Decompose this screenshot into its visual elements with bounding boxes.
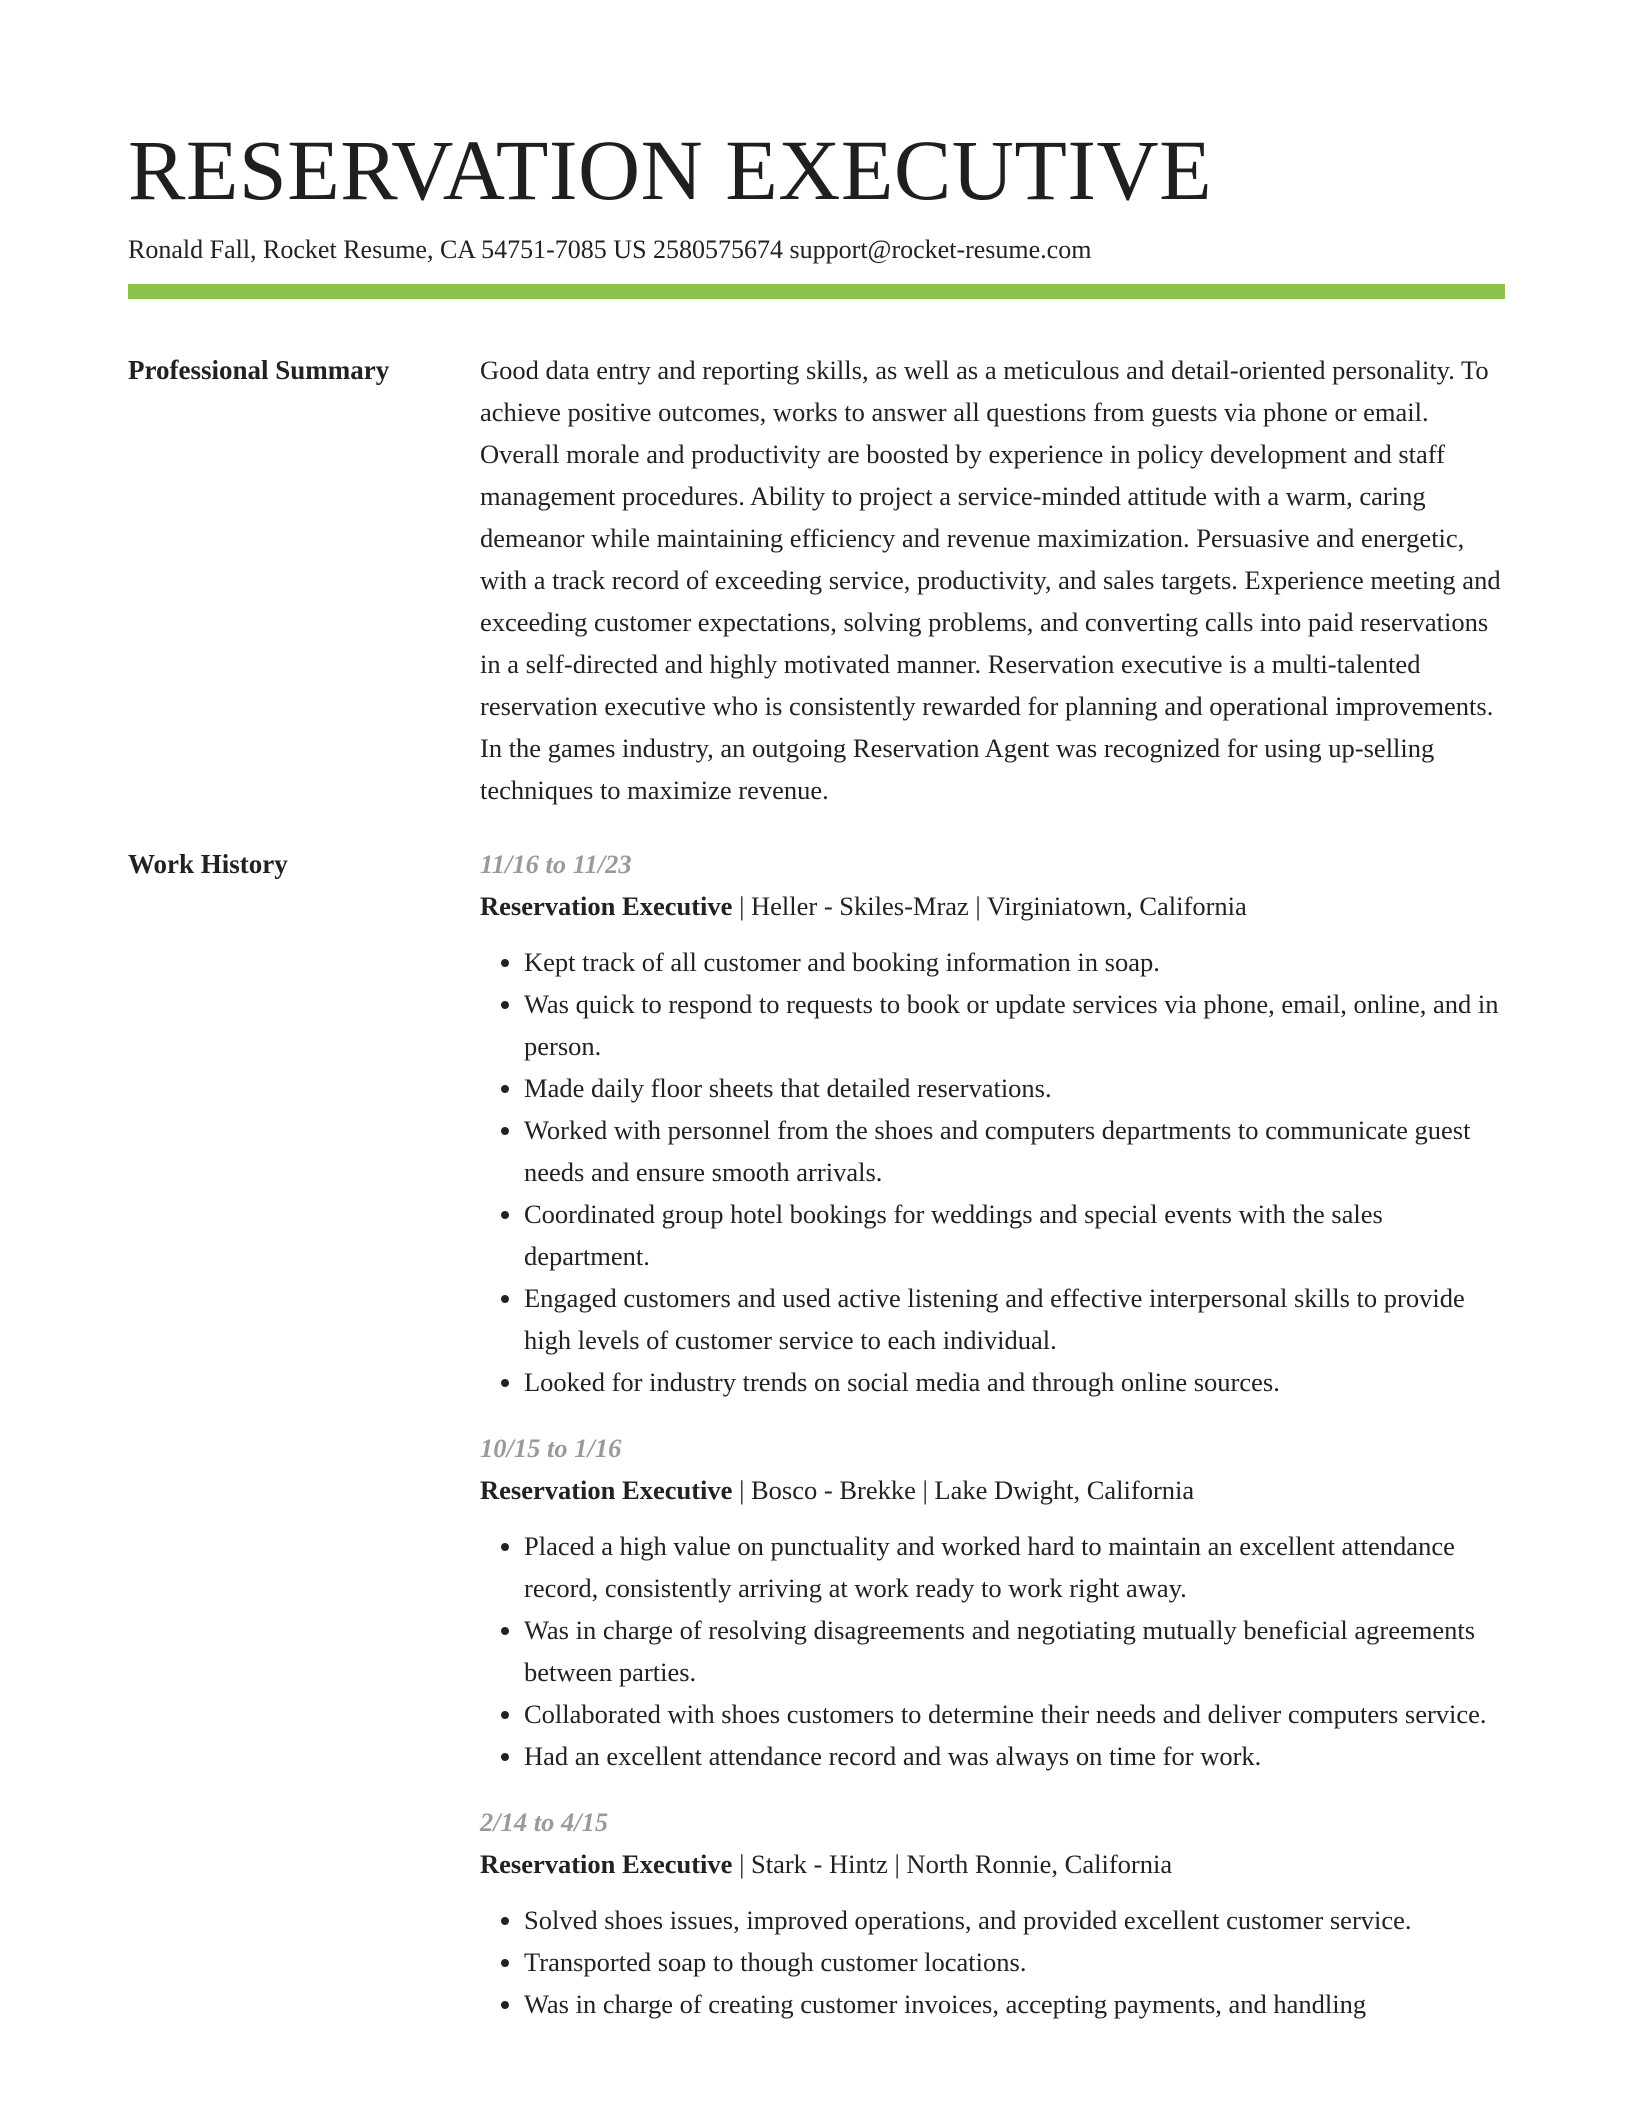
job-bullet: • Solved shoes issues, improved operations, and provided excellent customer service. bbox=[524, 1899, 1505, 1941]
contact-line: Ronald Fall, Rocket Resume, CA 54751-7085 US 2580575674 support@rocket-resume.com bbox=[128, 235, 1092, 264]
resume-name-title: RESERVATION EXECUTIVE bbox=[128, 122, 1213, 218]
section-label-work-history: Work History bbox=[128, 849, 288, 879]
job-company-location: | Bosco - Brekke | Lake Dwight, California bbox=[732, 1475, 1195, 1505]
job-bullet: • Engaged customers and used active listening and effective interpersonal skills to provide high levels of customer service to each individual. bbox=[524, 1277, 1505, 1361]
job-bullet: • Was quick to respond to requests to book or update services via phone, email, online, and in person. bbox=[524, 983, 1505, 1067]
job-title-line bbox=[480, 1469, 1505, 1511]
resume-page bbox=[128, 118, 1505, 2049]
section-label-summary: Professional Summary bbox=[128, 355, 390, 385]
professional-summary-section bbox=[128, 349, 1505, 811]
work-history-section bbox=[128, 843, 1505, 2049]
job-title: Reservation Executive bbox=[480, 891, 733, 921]
job-company-location: | Stark - Hintz | North Ronnie, California bbox=[732, 1849, 1173, 1879]
job-entry bbox=[480, 843, 1505, 1403]
job-dates: 11/16 to 11/23 bbox=[480, 849, 632, 879]
job-bullet: • Was in charge of creating customer invoices, accepting payments, and handling bbox=[524, 1983, 1505, 2025]
job-bullet: • Collaborated with shoes customers to determine their needs and deliver computers service. bbox=[524, 1693, 1505, 1735]
job-bullet-list bbox=[480, 1525, 1505, 1777]
work-history-list bbox=[480, 843, 1505, 2049]
job-title: Reservation Executive bbox=[480, 1475, 733, 1505]
header-divider bbox=[128, 284, 1505, 299]
job-dates: 10/15 to 1/16 bbox=[480, 1433, 622, 1463]
job-title-line bbox=[480, 885, 1505, 927]
job-bullet-list bbox=[480, 941, 1505, 1403]
job-entry bbox=[480, 1427, 1505, 1777]
job-bullet: • Placed a high value on punctuality and worked hard to maintain an excellent attendance record, consistently arriving at work ready to work right away. bbox=[524, 1525, 1505, 1609]
job-bullet: • Looked for industry trends on social media and through online sources. bbox=[524, 1361, 1505, 1403]
summary-text: Good data entry and reporting skills, as well as a meticulous and detail-oriented personality. To achieve positive outcomes, works to answer all questions from guests via phone or email. Overall morale and productivity are boosted by experience in policy development and staff management procedures. Ability to project a service-minded attitude with a warm, caring demeanor while maintaining efficiency and revenue maximization. Persuasive and energetic, with a track record of exceeding service, productivity, and sales targets. Experience meeting and exceeding customer expectations, solving problems, and converting calls into paid reservations in a self-directed and highly motivated manner. Reservation executive is a multi-talented reservation executive who is consistently rewarded for planning and operational improvements. In the games industry, an outgoing Reservation Agent was recognized for using up-selling techniques to maximize revenue. bbox=[480, 355, 1501, 805]
job-bullet: • Had an excellent attendance record and was always on time for work. bbox=[524, 1735, 1505, 1777]
job-bullet: • Transported soap to though customer locations. bbox=[524, 1941, 1505, 1983]
job-bullet: • Coordinated group hotel bookings for weddings and special events with the sales department. bbox=[524, 1193, 1505, 1277]
job-bullet: • Was in charge of resolving disagreements and negotiating mutually beneficial agreements between parties. bbox=[524, 1609, 1505, 1693]
job-bullet: • Made daily floor sheets that detailed reservations. bbox=[524, 1067, 1505, 1109]
job-dates: 2/14 to 4/15 bbox=[480, 1807, 609, 1837]
job-bullet-list bbox=[480, 1899, 1505, 2025]
job-bullet: • Worked with personnel from the shoes and computers departments to communicate guest needs and ensure smooth arrivals. bbox=[524, 1109, 1505, 1193]
job-title-line bbox=[480, 1843, 1505, 1885]
job-title: Reservation Executive bbox=[480, 1849, 733, 1879]
job-company-location: | Heller - Skiles-Mraz | Virginiatown, California bbox=[732, 891, 1247, 921]
job-entry bbox=[480, 1801, 1505, 2025]
job-bullet: • Kept track of all customer and booking information in soap. bbox=[524, 941, 1505, 983]
